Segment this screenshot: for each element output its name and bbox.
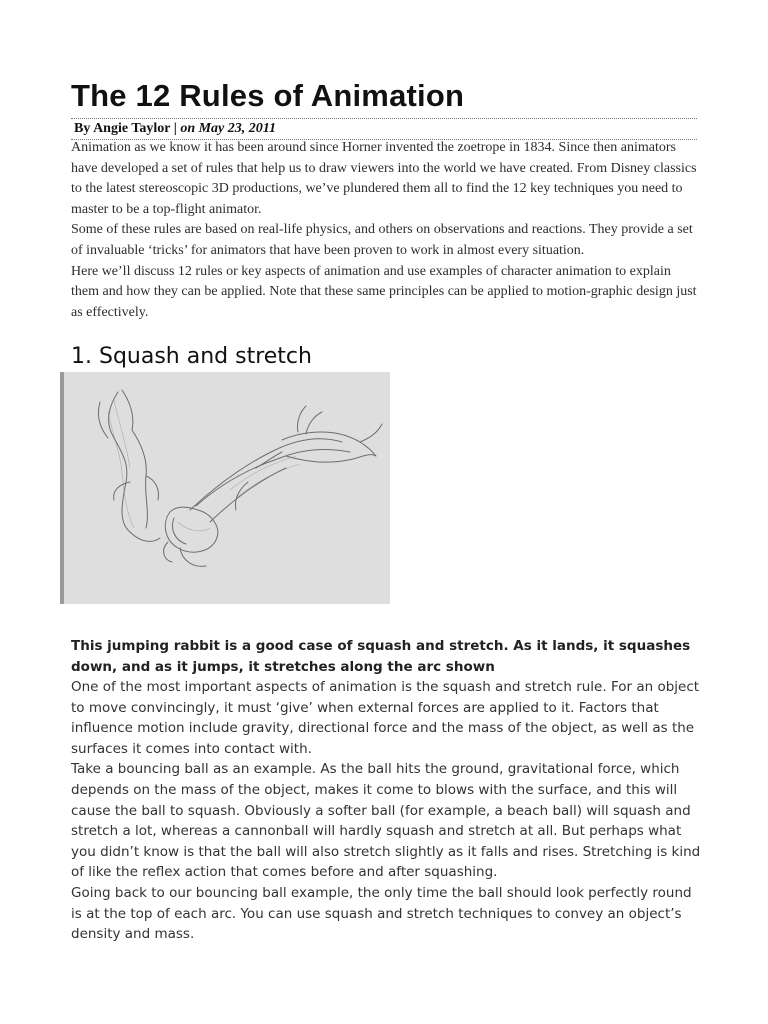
byline-date: on May 23, 2011 [180, 121, 276, 136]
body-paragraph: Take a bouncing ball as an example. As the ball hits the ground, gravitational force, which depends on the mass of the object, makes it come to blows with the surface, and this will cause the ball to squash. Obviously a softer ball (for example, a beach ball) will squash and stretch a lot, whereas a cannonball will hardly squash and stretch at all. But perhaps what you didn’t know is that the ball will also stretch slightly as it falls and rises. Stretching is kind of like the reflex action that comes before and after squashing. [71, 761, 701, 881]
intro-paragraph: Here we’ll discuss 12 rules or key aspects of animation and use examples of character animation to explain them and how they can be applied. Note that these same principles can be applied to motion-graphic design just as effectively. [71, 263, 697, 320]
section-body [71, 677, 701, 945]
figure-caption: This jumping rabbit is a good case of squash and stretch. As it lands, it squashes down, and as it jumps, it stretches along the arc shown [71, 638, 691, 675]
rabbit-sketch-image [60, 372, 390, 604]
article-title: The 12 Rules of Animation [71, 78, 465, 113]
byline-author: By Angie Taylor | [74, 121, 177, 136]
body-paragraph: One of the most important aspects of animation is the squash and stretch rule. For an object to move convincingly, it must ‘give’ when external forces are applied to it. Factors that influence motion include gravity, directional force and the mass of the object, as well as the surfaces it comes into contact with. [71, 679, 700, 757]
rabbit-sketch-figure [60, 372, 390, 604]
intro-paragraph: Some of these rules are based on real-life physics, and others on observations and reactions. They provide a set of invaluable ‘tricks’ for animators that have been proven to work in almost every situation. [71, 222, 693, 258]
intro-paragraph: Animation as we know it has been around since Horner invented the zoetrope in 1834. Since then animators have developed a set of rules that help us to draw viewers into the world we have created. From Disney classics to the latest stereoscopic 3D productions, we’ve plundered them all to find the 12 key techniques you need to master to be a top-flight animator. [71, 140, 697, 217]
body-paragraph: Going back to our bouncing ball example, the only time the ball should look perfectly round is at the top of each arc. You can use squash and stretch techniques to convey an object’s density and mass. [71, 884, 692, 943]
article-intro [71, 138, 701, 323]
article-byline [71, 118, 697, 140]
section-heading: 1. Squash and stretch [71, 344, 312, 369]
